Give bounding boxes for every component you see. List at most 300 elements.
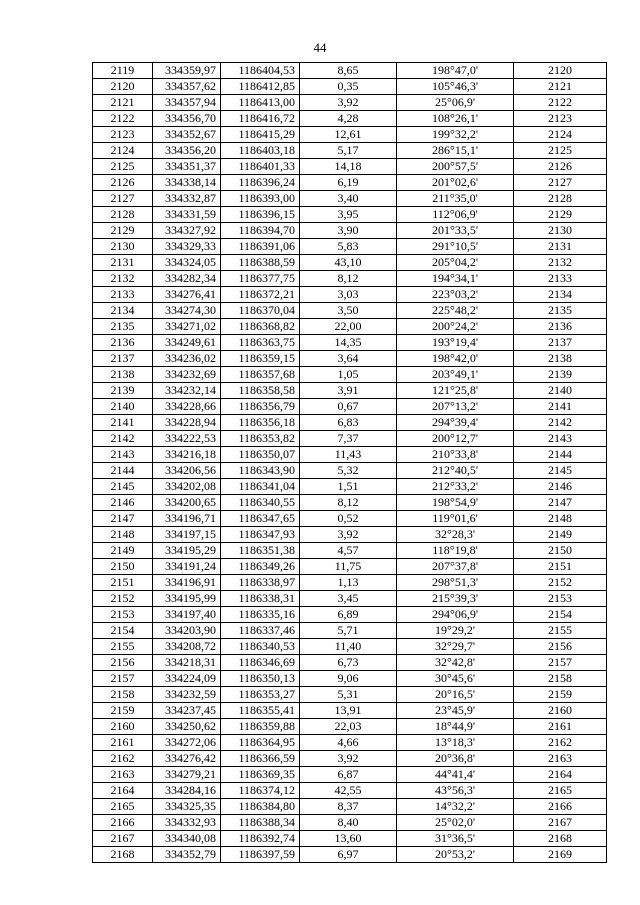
y-coordinate-cell: 1186356,18 <box>221 415 300 431</box>
point-number-cell: 2155 <box>93 639 153 655</box>
table-row <box>93 623 607 639</box>
point-number-cell: 2138 <box>93 367 153 383</box>
direction-angle-cell: 203°49,1' <box>397 367 514 383</box>
distance-cell: 6,89 <box>300 607 397 623</box>
y-coordinate-cell: 1186369,35 <box>221 767 300 783</box>
x-coordinate-cell: 334250,62 <box>153 719 221 735</box>
next-point-cell: 2133 <box>514 271 607 287</box>
point-number-cell: 2143 <box>93 447 153 463</box>
direction-angle-cell: 118°19,8' <box>397 543 514 559</box>
point-number-cell: 2122 <box>93 111 153 127</box>
next-point-cell: 2134 <box>514 287 607 303</box>
direction-angle-cell: 13°18,3' <box>397 735 514 751</box>
table-row <box>93 415 607 431</box>
table-row <box>93 319 607 335</box>
y-coordinate-cell: 1186346,69 <box>221 655 300 671</box>
distance-cell: 43,10 <box>300 255 397 271</box>
x-coordinate-cell: 334357,62 <box>153 79 221 95</box>
table-row <box>93 351 607 367</box>
table-row <box>93 687 607 703</box>
y-coordinate-cell: 1186416,72 <box>221 111 300 127</box>
next-point-cell: 2141 <box>514 399 607 415</box>
y-coordinate-cell: 1186347,65 <box>221 511 300 527</box>
table-row <box>93 63 607 79</box>
next-point-cell: 2161 <box>514 719 607 735</box>
point-number-cell: 2142 <box>93 431 153 447</box>
x-coordinate-cell: 334237,45 <box>153 703 221 719</box>
direction-angle-cell: 119°01,6' <box>397 511 514 527</box>
y-coordinate-cell: 1186397,59 <box>221 847 300 863</box>
table-row <box>93 111 607 127</box>
y-coordinate-cell: 1186372,21 <box>221 287 300 303</box>
next-point-cell: 2135 <box>514 303 607 319</box>
distance-cell: 5,32 <box>300 463 397 479</box>
direction-angle-cell: 25°06,9' <box>397 95 514 111</box>
table-row <box>93 367 607 383</box>
direction-angle-cell: 19°29,2' <box>397 623 514 639</box>
table-row <box>93 95 607 111</box>
direction-angle-cell: 223°03,2' <box>397 287 514 303</box>
distance-cell: 12,61 <box>300 127 397 143</box>
y-coordinate-cell: 1186388,34 <box>221 815 300 831</box>
next-point-cell: 2138 <box>514 351 607 367</box>
next-point-cell: 2146 <box>514 479 607 495</box>
table-row <box>93 719 607 735</box>
next-point-cell: 2145 <box>514 463 607 479</box>
y-coordinate-cell: 1186392,74 <box>221 831 300 847</box>
point-number-cell: 2166 <box>93 815 153 831</box>
x-coordinate-cell: 334276,41 <box>153 287 221 303</box>
direction-angle-cell: 201°02,6' <box>397 175 514 191</box>
next-point-cell: 2122 <box>514 95 607 111</box>
y-coordinate-cell: 1186403,18 <box>221 143 300 159</box>
direction-angle-cell: 32°29,7' <box>397 639 514 655</box>
direction-angle-cell: 20°36,8' <box>397 751 514 767</box>
point-number-cell: 2157 <box>93 671 153 687</box>
point-number-cell: 2119 <box>93 63 153 79</box>
distance-cell: 11,75 <box>300 559 397 575</box>
table-row <box>93 543 607 559</box>
table-row <box>93 159 607 175</box>
x-coordinate-cell: 334228,94 <box>153 415 221 431</box>
distance-cell: 14,18 <box>300 159 397 175</box>
distance-cell: 6,97 <box>300 847 397 863</box>
y-coordinate-cell: 1186350,13 <box>221 671 300 687</box>
point-number-cell: 2154 <box>93 623 153 639</box>
y-coordinate-cell: 1186341,04 <box>221 479 300 495</box>
distance-cell: 1,13 <box>300 575 397 591</box>
table-row <box>93 527 607 543</box>
next-point-cell: 2150 <box>514 543 607 559</box>
distance-cell: 7,37 <box>300 431 397 447</box>
next-point-cell: 2140 <box>514 383 607 399</box>
distance-cell: 11,43 <box>300 447 397 463</box>
x-coordinate-cell: 334232,69 <box>153 367 221 383</box>
direction-angle-cell: 105°46,3' <box>397 79 514 95</box>
x-coordinate-cell: 334271,02 <box>153 319 221 335</box>
table-row <box>93 431 607 447</box>
x-coordinate-cell: 334332,87 <box>153 191 221 207</box>
distance-cell: 22,03 <box>300 719 397 735</box>
y-coordinate-cell: 1186370,04 <box>221 303 300 319</box>
distance-cell: 3,92 <box>300 751 397 767</box>
x-coordinate-cell: 334236,02 <box>153 351 221 367</box>
direction-angle-cell: 20°16,5' <box>397 687 514 703</box>
point-number-cell: 2139 <box>93 383 153 399</box>
next-point-cell: 2128 <box>514 191 607 207</box>
direction-angle-cell: 207°13,2' <box>397 399 514 415</box>
direction-angle-cell: 198°54,9' <box>397 495 514 511</box>
y-coordinate-cell: 1186401,33 <box>221 159 300 175</box>
next-point-cell: 2162 <box>514 735 607 751</box>
point-number-cell: 2159 <box>93 703 153 719</box>
distance-cell: 6,19 <box>300 175 397 191</box>
point-number-cell: 2168 <box>93 847 153 863</box>
point-number-cell: 2125 <box>93 159 153 175</box>
point-number-cell: 2136 <box>93 335 153 351</box>
point-number-cell: 2156 <box>93 655 153 671</box>
y-coordinate-cell: 1186350,07 <box>221 447 300 463</box>
x-coordinate-cell: 334276,42 <box>153 751 221 767</box>
direction-angle-cell: 32°42,8' <box>397 655 514 671</box>
direction-angle-cell: 193°19,4' <box>397 335 514 351</box>
point-number-cell: 2144 <box>93 463 153 479</box>
direction-angle-cell: 44°41,4' <box>397 767 514 783</box>
point-number-cell: 2134 <box>93 303 153 319</box>
distance-cell: 0,52 <box>300 511 397 527</box>
table-row <box>93 287 607 303</box>
table-row <box>93 639 607 655</box>
direction-angle-cell: 211°35,0' <box>397 191 514 207</box>
table-row <box>93 575 607 591</box>
next-point-cell: 2130 <box>514 223 607 239</box>
next-point-cell: 2160 <box>514 703 607 719</box>
next-point-cell: 2168 <box>514 831 607 847</box>
point-number-cell: 2151 <box>93 575 153 591</box>
point-number-cell: 2140 <box>93 399 153 415</box>
distance-cell: 14,35 <box>300 335 397 351</box>
x-coordinate-cell: 334325,35 <box>153 799 221 815</box>
table-row <box>93 399 607 415</box>
distance-cell: 6,83 <box>300 415 397 431</box>
point-number-cell: 2131 <box>93 255 153 271</box>
direction-angle-cell: 198°47,0' <box>397 63 514 79</box>
point-number-cell: 2167 <box>93 831 153 847</box>
table-row <box>93 447 607 463</box>
distance-cell: 3,40 <box>300 191 397 207</box>
distance-cell: 5,71 <box>300 623 397 639</box>
next-point-cell: 2125 <box>514 143 607 159</box>
point-number-cell: 2149 <box>93 543 153 559</box>
next-point-cell: 2152 <box>514 575 607 591</box>
next-point-cell: 2169 <box>514 847 607 863</box>
y-coordinate-cell: 1186377,75 <box>221 271 300 287</box>
distance-cell: 13,60 <box>300 831 397 847</box>
next-point-cell: 2166 <box>514 799 607 815</box>
next-point-cell: 2167 <box>514 815 607 831</box>
y-coordinate-cell: 1186394,70 <box>221 223 300 239</box>
next-point-cell: 2165 <box>514 783 607 799</box>
table-row <box>93 335 607 351</box>
point-number-cell: 2124 <box>93 143 153 159</box>
table-row <box>93 735 607 751</box>
distance-cell: 3,90 <box>300 223 397 239</box>
x-coordinate-cell: 334206,56 <box>153 463 221 479</box>
y-coordinate-cell: 1186358,58 <box>221 383 300 399</box>
direction-angle-cell: 225°48,2' <box>397 303 514 319</box>
direction-angle-cell: 200°24,2' <box>397 319 514 335</box>
distance-cell: 8,37 <box>300 799 397 815</box>
point-number-cell: 2121 <box>93 95 153 111</box>
distance-cell: 6,73 <box>300 655 397 671</box>
y-coordinate-cell: 1186349,26 <box>221 559 300 575</box>
table-row <box>93 751 607 767</box>
point-number-cell: 2130 <box>93 239 153 255</box>
point-number-cell: 2158 <box>93 687 153 703</box>
y-coordinate-cell: 1186391,06 <box>221 239 300 255</box>
table-row <box>93 271 607 287</box>
direction-angle-cell: 215°39,3' <box>397 591 514 607</box>
y-coordinate-cell: 1186364,95 <box>221 735 300 751</box>
direction-angle-cell: 20°53,2' <box>397 847 514 863</box>
distance-cell: 4,28 <box>300 111 397 127</box>
next-point-cell: 2158 <box>514 671 607 687</box>
table-row <box>93 207 607 223</box>
direction-angle-cell: 108°26,1' <box>397 111 514 127</box>
table-row <box>93 655 607 671</box>
x-coordinate-cell: 334274,30 <box>153 303 221 319</box>
distance-cell: 1,51 <box>300 479 397 495</box>
direction-angle-cell: 294°06,9' <box>397 607 514 623</box>
direction-angle-cell: 212°33,2' <box>397 479 514 495</box>
x-coordinate-cell: 334284,16 <box>153 783 221 799</box>
point-number-cell: 2120 <box>93 79 153 95</box>
next-point-cell: 2129 <box>514 207 607 223</box>
point-number-cell: 2147 <box>93 511 153 527</box>
distance-cell: 1,05 <box>300 367 397 383</box>
x-coordinate-cell: 334324,05 <box>153 255 221 271</box>
x-coordinate-cell: 334191,24 <box>153 559 221 575</box>
x-coordinate-cell: 334359,97 <box>153 63 221 79</box>
x-coordinate-cell: 334338,14 <box>153 175 221 191</box>
distance-cell: 3,92 <box>300 95 397 111</box>
table-row <box>93 511 607 527</box>
table-row <box>93 767 607 783</box>
distance-cell: 5,17 <box>300 143 397 159</box>
y-coordinate-cell: 1186404,53 <box>221 63 300 79</box>
point-number-cell: 2146 <box>93 495 153 511</box>
distance-cell: 3,64 <box>300 351 397 367</box>
next-point-cell: 2151 <box>514 559 607 575</box>
y-coordinate-cell: 1186343,90 <box>221 463 300 479</box>
table-row <box>93 223 607 239</box>
point-number-cell: 2135 <box>93 319 153 335</box>
direction-angle-cell: 112°06,9' <box>397 207 514 223</box>
x-coordinate-cell: 334356,70 <box>153 111 221 127</box>
x-coordinate-cell: 334340,08 <box>153 831 221 847</box>
y-coordinate-cell: 1186353,27 <box>221 687 300 703</box>
x-coordinate-cell: 334352,79 <box>153 847 221 863</box>
next-point-cell: 2123 <box>514 111 607 127</box>
x-coordinate-cell: 334232,59 <box>153 687 221 703</box>
direction-angle-cell: 31°36,5' <box>397 831 514 847</box>
next-point-cell: 2120 <box>514 63 607 79</box>
x-coordinate-cell: 334197,15 <box>153 527 221 543</box>
distance-cell: 3,50 <box>300 303 397 319</box>
y-coordinate-cell: 1186366,59 <box>221 751 300 767</box>
point-number-cell: 2132 <box>93 271 153 287</box>
y-coordinate-cell: 1186353,82 <box>221 431 300 447</box>
next-point-cell: 2163 <box>514 751 607 767</box>
y-coordinate-cell: 1186356,79 <box>221 399 300 415</box>
direction-angle-cell: 298°51,3' <box>397 575 514 591</box>
point-number-cell: 2163 <box>93 767 153 783</box>
y-coordinate-cell: 1186338,97 <box>221 575 300 591</box>
table-row <box>93 79 607 95</box>
direction-angle-cell: 286°15,1' <box>397 143 514 159</box>
y-coordinate-cell: 1186355,41 <box>221 703 300 719</box>
y-coordinate-cell: 1186363,75 <box>221 335 300 351</box>
x-coordinate-cell: 334222,53 <box>153 431 221 447</box>
y-coordinate-cell: 1186396,24 <box>221 175 300 191</box>
point-number-cell: 2148 <box>93 527 153 543</box>
y-coordinate-cell: 1186396,15 <box>221 207 300 223</box>
table-row <box>93 671 607 687</box>
distance-cell: 0,67 <box>300 399 397 415</box>
next-point-cell: 2148 <box>514 511 607 527</box>
coordinates-table-body <box>93 63 607 863</box>
y-coordinate-cell: 1186347,93 <box>221 527 300 543</box>
x-coordinate-cell: 334249,61 <box>153 335 221 351</box>
direction-angle-cell: 43°56,3' <box>397 783 514 799</box>
next-point-cell: 2124 <box>514 127 607 143</box>
next-point-cell: 2149 <box>514 527 607 543</box>
direction-angle-cell: 14°32,2' <box>397 799 514 815</box>
distance-cell: 13,91 <box>300 703 397 719</box>
x-coordinate-cell: 334195,99 <box>153 591 221 607</box>
x-coordinate-cell: 334202,08 <box>153 479 221 495</box>
next-point-cell: 2127 <box>514 175 607 191</box>
x-coordinate-cell: 334327,92 <box>153 223 221 239</box>
direction-angle-cell: 200°12,7' <box>397 431 514 447</box>
distance-cell: 5,31 <box>300 687 397 703</box>
x-coordinate-cell: 334351,37 <box>153 159 221 175</box>
distance-cell: 3,45 <box>300 591 397 607</box>
distance-cell: 8,12 <box>300 271 397 287</box>
distance-cell: 8,65 <box>300 63 397 79</box>
table-row <box>93 495 607 511</box>
table-row <box>93 607 607 623</box>
point-number-cell: 2160 <box>93 719 153 735</box>
x-coordinate-cell: 334272,06 <box>153 735 221 751</box>
y-coordinate-cell: 1186384,80 <box>221 799 300 815</box>
next-point-cell: 2142 <box>514 415 607 431</box>
y-coordinate-cell: 1186351,38 <box>221 543 300 559</box>
point-number-cell: 2164 <box>93 783 153 799</box>
x-coordinate-cell: 334279,21 <box>153 767 221 783</box>
y-coordinate-cell: 1186374,12 <box>221 783 300 799</box>
direction-angle-cell: 18°44,9' <box>397 719 514 735</box>
point-number-cell: 2152 <box>93 591 153 607</box>
next-point-cell: 2157 <box>514 655 607 671</box>
direction-angle-cell: 291°10,5' <box>397 239 514 255</box>
table-row <box>93 239 607 255</box>
distance-cell: 3,92 <box>300 527 397 543</box>
coordinates-table <box>92 62 607 863</box>
point-number-cell: 2165 <box>93 799 153 815</box>
y-coordinate-cell: 1186415,29 <box>221 127 300 143</box>
point-number-cell: 2126 <box>93 175 153 191</box>
distance-cell: 0,35 <box>300 79 397 95</box>
direction-angle-cell: 205°04,2' <box>397 255 514 271</box>
table-row <box>93 191 607 207</box>
table-row <box>93 847 607 863</box>
direction-angle-cell: 194°34,1' <box>397 271 514 287</box>
y-coordinate-cell: 1186359,88 <box>221 719 300 735</box>
table-row <box>93 591 607 607</box>
distance-cell: 8,40 <box>300 815 397 831</box>
x-coordinate-cell: 334331,59 <box>153 207 221 223</box>
distance-cell: 4,57 <box>300 543 397 559</box>
y-coordinate-cell: 1186357,68 <box>221 367 300 383</box>
next-point-cell: 2143 <box>514 431 607 447</box>
table-row <box>93 703 607 719</box>
next-point-cell: 2159 <box>514 687 607 703</box>
distance-cell: 9,06 <box>300 671 397 687</box>
next-point-cell: 2154 <box>514 607 607 623</box>
distance-cell: 3,91 <box>300 383 397 399</box>
table-row <box>93 143 607 159</box>
point-number-cell: 2133 <box>93 287 153 303</box>
point-number-cell: 2145 <box>93 479 153 495</box>
x-coordinate-cell: 334352,67 <box>153 127 221 143</box>
table-row <box>93 127 607 143</box>
point-number-cell: 2129 <box>93 223 153 239</box>
distance-cell: 3,95 <box>300 207 397 223</box>
next-point-cell: 2164 <box>514 767 607 783</box>
next-point-cell: 2147 <box>514 495 607 511</box>
distance-cell: 8,12 <box>300 495 397 511</box>
next-point-cell: 2131 <box>514 239 607 255</box>
x-coordinate-cell: 334224,09 <box>153 671 221 687</box>
table-row <box>93 815 607 831</box>
distance-cell: 4,66 <box>300 735 397 751</box>
direction-angle-cell: 198°42,0' <box>397 351 514 367</box>
y-coordinate-cell: 1186335,16 <box>221 607 300 623</box>
y-coordinate-cell: 1186340,55 <box>221 495 300 511</box>
x-coordinate-cell: 334218,31 <box>153 655 221 671</box>
point-number-cell: 2150 <box>93 559 153 575</box>
x-coordinate-cell: 334216,18 <box>153 447 221 463</box>
x-coordinate-cell: 334200,65 <box>153 495 221 511</box>
y-coordinate-cell: 1186413,00 <box>221 95 300 111</box>
point-number-cell: 2137 <box>93 351 153 367</box>
x-coordinate-cell: 334232,14 <box>153 383 221 399</box>
next-point-cell: 2153 <box>514 591 607 607</box>
x-coordinate-cell: 334332,93 <box>153 815 221 831</box>
direction-angle-cell: 294°39,4' <box>397 415 514 431</box>
point-number-cell: 2162 <box>93 751 153 767</box>
x-coordinate-cell: 334196,91 <box>153 575 221 591</box>
table-row <box>93 383 607 399</box>
direction-angle-cell: 25°02,0' <box>397 815 514 831</box>
direction-angle-cell: 32°28,3' <box>397 527 514 543</box>
distance-cell: 22,00 <box>300 319 397 335</box>
table-row <box>93 799 607 815</box>
x-coordinate-cell: 334197,40 <box>153 607 221 623</box>
direction-angle-cell: 212°40,5' <box>397 463 514 479</box>
direction-angle-cell: 199°32,2' <box>397 127 514 143</box>
